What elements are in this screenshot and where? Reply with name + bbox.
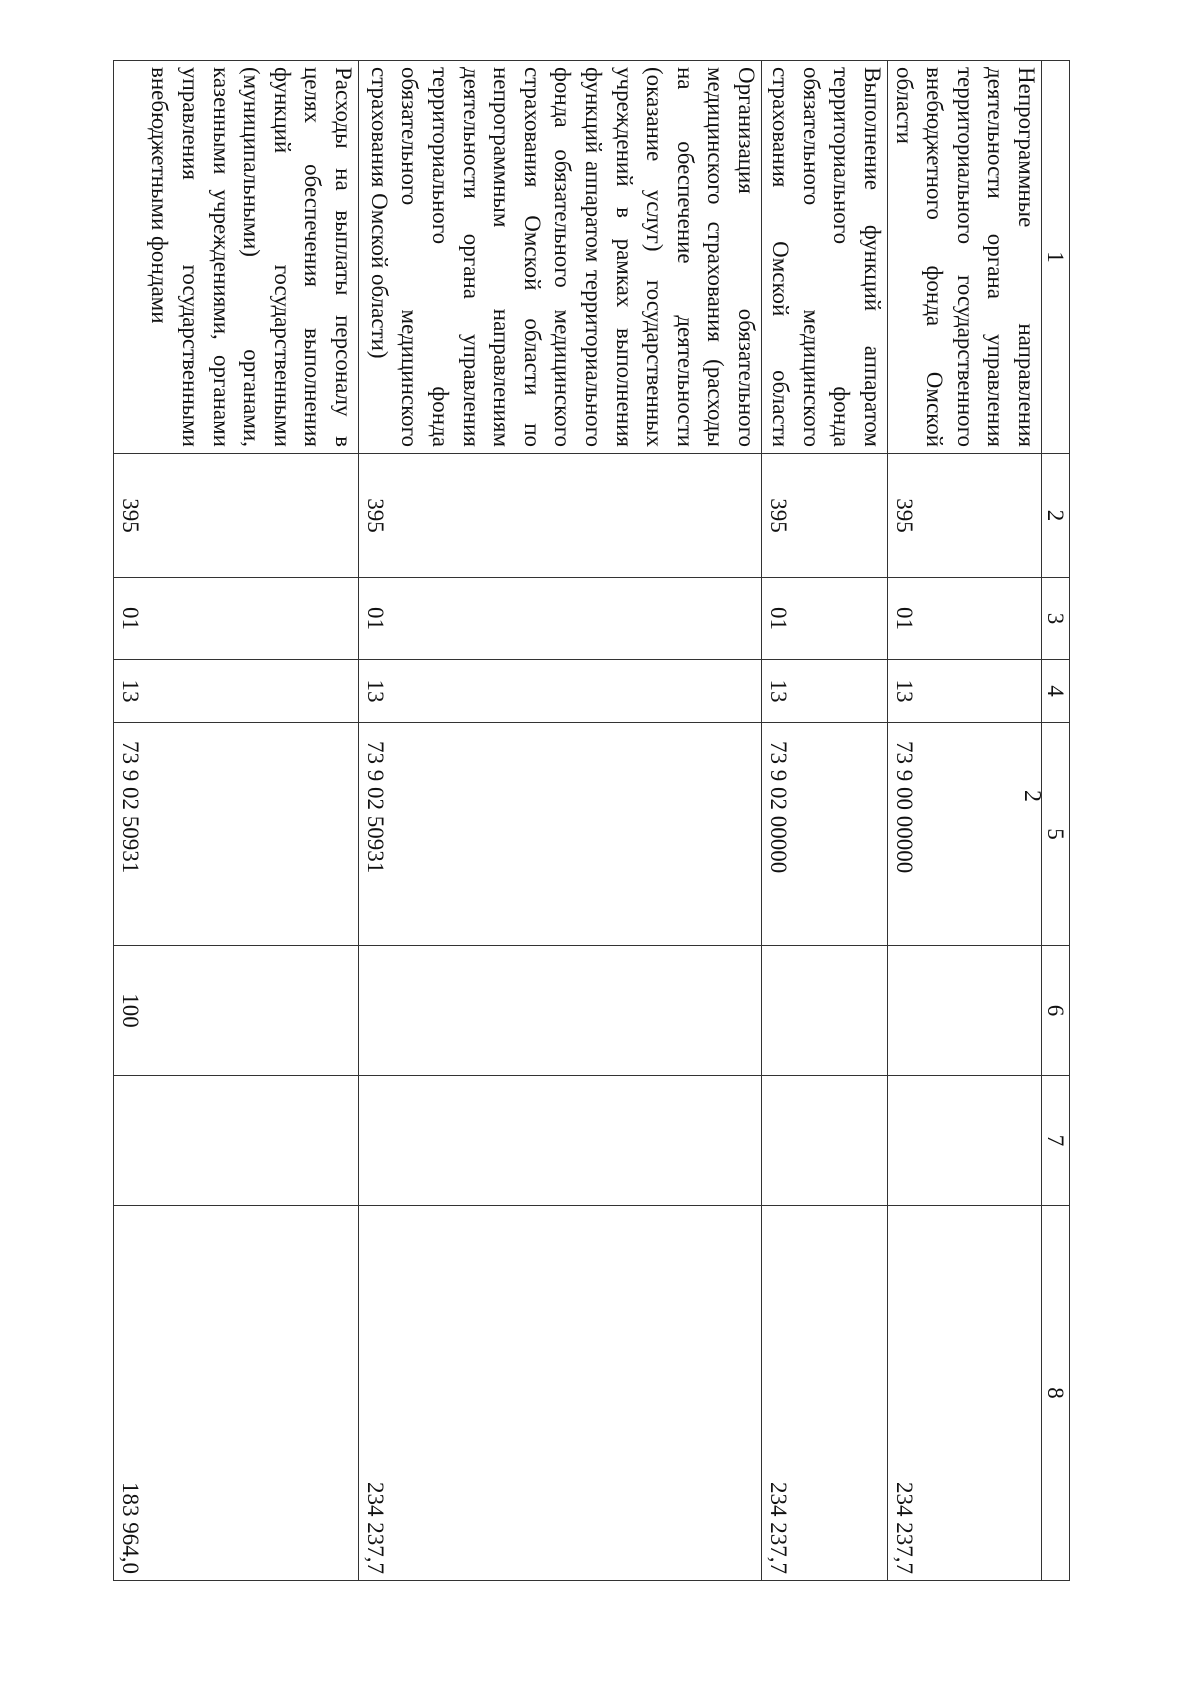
amount-cell: 234 237,7 xyxy=(888,1206,1042,1581)
target-article-cell: 73 9 02 50931 xyxy=(114,723,359,946)
row-description: Выполнение функций аппаратом территориального фонда обязательного медицинского страхования Омской области xyxy=(762,61,888,454)
column-header: 4 xyxy=(1042,660,1070,723)
column-7-cell xyxy=(114,1076,359,1206)
column-header: 5 xyxy=(1042,723,1070,946)
subsection-code-cell: 13 xyxy=(359,660,762,723)
amount-cell: 234 237,7 xyxy=(762,1206,888,1581)
column-7-cell xyxy=(762,1076,888,1206)
rotated-page-content xyxy=(115,60,1070,1580)
column-header: 1 xyxy=(1042,61,1070,454)
row-description: Организация обязательного медицинского страхования (расходы на обеспечение деятельности (оказание услуг) государственных учреждений в рамках выполнения функций аппаратом территориального фонда обязательного медицинского страхования Омской области по непрограммным направлениям деятельности органа управления территориального фонда обязательного медицинского страхования Омской области) xyxy=(359,61,762,454)
target-article-cell: 73 9 02 00000 xyxy=(762,723,888,946)
table-row xyxy=(762,61,888,1581)
section-code-cell: 01 xyxy=(359,578,762,660)
column-header: 2 xyxy=(1042,454,1070,578)
table-row xyxy=(359,61,762,1581)
budget-table xyxy=(113,60,1070,1581)
subsection-code-cell: 13 xyxy=(888,660,1042,723)
row-description: Расходы на выплаты персоналу в целях обеспечения выполнения функций государственными (муниципальными) органами, казенными учреждениями, органами управления государственными внебюджетными фондами xyxy=(114,61,359,454)
column-header: 7 xyxy=(1042,1076,1070,1206)
column-header: 3 xyxy=(1042,578,1070,660)
page-number: 2 xyxy=(1019,790,1045,802)
target-article-cell: 73 9 02 50931 xyxy=(359,723,762,946)
section-code-cell: 01 xyxy=(762,578,888,660)
admin-code-cell: 395 xyxy=(359,454,762,578)
section-code-cell: 01 xyxy=(888,578,1042,660)
amount-cell: 183 964,0 xyxy=(114,1206,359,1581)
column-7-cell xyxy=(888,1076,1042,1206)
admin-code-cell: 395 xyxy=(114,454,359,578)
subsection-code-cell: 13 xyxy=(114,660,359,723)
amount-cell: 234 237,7 xyxy=(359,1206,762,1581)
expense-type-cell xyxy=(359,946,762,1076)
expense-type-cell xyxy=(762,946,888,1076)
expense-type-cell xyxy=(888,946,1042,1076)
section-code-cell: 01 xyxy=(114,578,359,660)
admin-code-cell: 395 xyxy=(888,454,1042,578)
target-article-cell: 73 9 00 00000 xyxy=(888,723,1042,946)
column-7-cell xyxy=(359,1076,762,1206)
column-header: 8 xyxy=(1042,1206,1070,1581)
subsection-code-cell: 13 xyxy=(762,660,888,723)
row-description: Непрограммные направления деятельности органа управления территориального государственного внебюджетного фонда Омской области xyxy=(888,61,1042,454)
expense-type-cell: 100 xyxy=(114,946,359,1076)
table-row xyxy=(888,61,1042,1581)
admin-code-cell: 395 xyxy=(762,454,888,578)
table-row xyxy=(114,61,359,1581)
table-header-row xyxy=(1042,61,1070,1581)
column-header: 6 xyxy=(1042,946,1070,1076)
